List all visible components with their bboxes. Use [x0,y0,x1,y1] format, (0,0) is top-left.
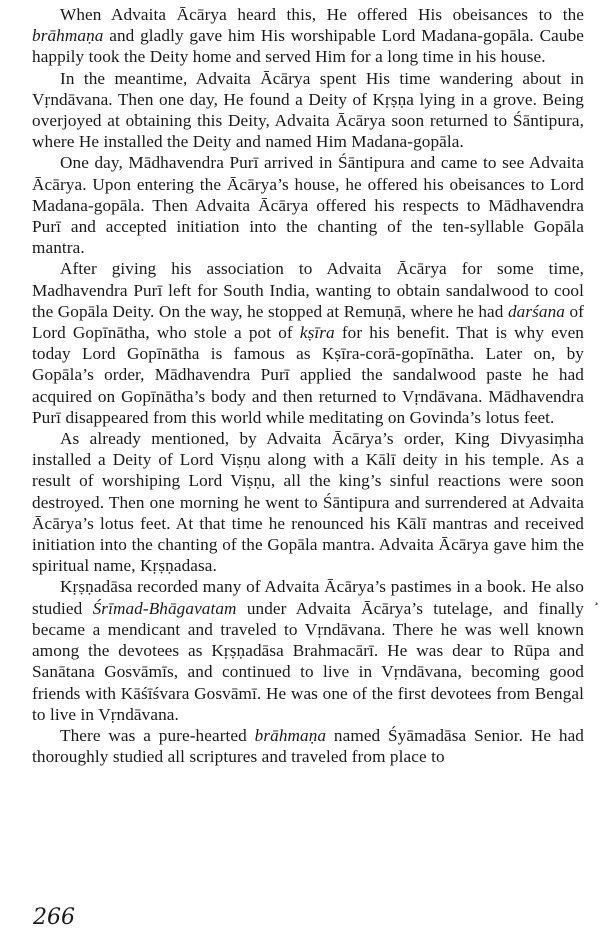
paragraph [32,4,584,68]
text-run: In the meantime, Advaita Ācārya spent His time wandering about in Vṛndāvana. Then one day, He found a Deity of Kṛṣṇa lying in a grove. Being overjoyed at obtaining this Deity, Advaita Ācārya soon returned to Śāntipura, where He installed the Deity and named Him Madana-gopāla. [32,68,584,152]
text-run: named Śyāmadāsa Senior. He had thoroughly studied all scriptures and traveled from place to [32,725,584,767]
text-run: for his benefit. That is why even today Lord Gopīnātha is famous as Kṣīra-corā-gopīnātha. Later on, by Gopāla’s order, Mādhavendra Purī applied the sandalwood paste he had acquired on Gopīnātha’s body and then returned to Vṛndāvana. Mādhavendra Purī disappeared from this world while meditating on Govinda’s lotus feet. [32,323,584,427]
text-run: When Advaita Ācārya heard this, He offered His obeisances to the [60,5,584,24]
paragraph [32,152,584,258]
text-run: and gladly gave him His worshipable Lord Madana-gopāla. Caube happily took the Deity home and served Him for a long time in his house. [32,26,584,67]
paragraph [32,68,584,153]
body-text [32,4,584,767]
text-run: After giving his association to Advaita Ācārya for some time, Madhavendra Purī left for South India, wanting to obtain sandalwood to cool the Gopāla Deity. On the way, he stopped at Remuṇā, where he had [32,259,584,321]
text-run: One day, Mādhavendra Purī arrived in Śāntipura and came to see Advaita Ācārya. Upon entering the Ācārya’s house, he offered his obeisances to Lord Madana-gopāla. Then Advaita Ācārya offered his respects to Mādhavendra Purī and accepted initiation into the chanting of the ten-syllable Gopāla mantra. [32,153,584,258]
text-run: of Lord Gopīnātha, who stole a pot of [32,301,584,343]
italic-term: Śrīmad-Bhāgavatam [92,598,237,618]
paragraph [32,576,584,724]
paragraph [32,258,584,428]
italic-term: kṣīra [299,323,335,343]
page-number: 266 [33,905,75,930]
text-run: There was a pure-hearted [60,725,255,745]
paragraph [32,428,584,576]
text-run: As already mentioned, by Advaita Ācārya’s order, King Divyasiṃha installed a Deity of Lord Viṣṇu along with a Kālī deity in his temple. As a result of worshiping Lord Viṣṇu, all the king’s sinful reactions were soon destroyed. Then one morning he went to Śāntipura and surrendered at Advaita Ācārya’s lotus feet. At that time he renounced his Kālī mantras and received initiation into the chanting of the Gopāla mantra. Advaita Ācārya gave him the spiritual name, Kṛṣṇadasa. [32,429,584,576]
margin-mark: ¸ [594,591,599,606]
text-run: Kṛṣṇadāsa recorded many of Advaita Ācārya’s pastimes in a book. He also studied [32,577,584,618]
paragraph [32,725,584,767]
text-run: under Advaita Ācārya’s tutelage, and finally became a mendicant and traveled to Vṛndāvana. There he was well known among the devotees as Kṛṣṇadāsa Brahmacārī. He was dear to Rūpa and Sanātana Gosvāmīs, and continued to live in Vṛndāvana, becoming good friends with Kāśīśvara Gosvāmī. He was one of the first devotees from Bengal to live in Vṛndāvana. [32,598,584,724]
italic-term: brāhmaṇa [254,725,327,745]
italic-term: darśana [507,301,565,321]
italic-term: brāhmaṇa [32,26,104,46]
